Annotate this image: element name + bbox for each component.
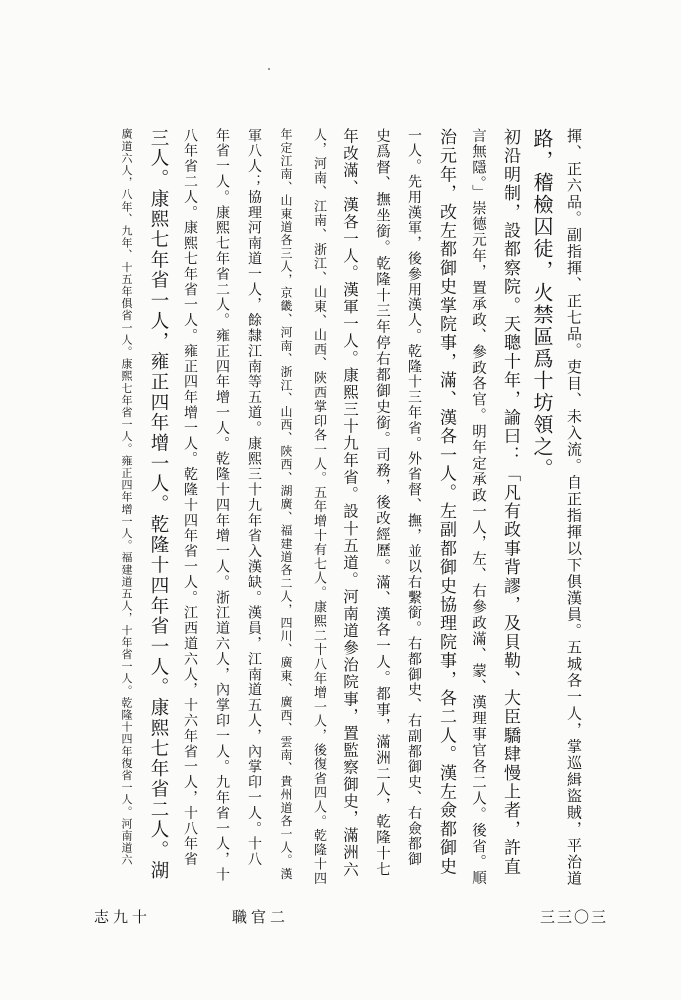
text-column-9: 人，河南、江南、浙江、山東、山西、陝西掌印各一人。五年增十有七人。康熙二十八年增一人，後復省四人。乾隆十四 [311,128,326,886]
text-column-15: 廣道六人，八年、九年、十五年俱省一人。康熙七年省一人。雍正四年增一人。福建道五人，十年省一人。乾隆十四年復省一人。河南道六 [120,128,133,867]
text-column-4: 言無隱。」崇德元年，置承政、參政各官。明年定承政一人，左、右參政滿、蒙、漢理事官各二人。後省。順 [470,128,486,887]
text-column-3: 初沿明制，設都察院。天聰十年，諭曰：「凡有政事背謬，及貝勒、大臣驕肆慢上者，許直 [500,128,520,876]
text-column-10: 年定江南、山東道各三人，京畿、河南、浙江、山西、陝西、湖廣、福建道各二人，四川、廣東、廣西、雲南、貴州道各一人。漢 [279,128,293,881]
text-column-5: 治元年，改左都御史掌院事，滿、漢各一人。左副都御史協理院事，各二人。漢左僉都御史 [436,128,456,876]
page-number: 三三〇三 [540,908,609,926]
text-column-13: 八年省二人。康熙七年省一人。雍正四年增一人。乾隆十四年省一人。江西道六人，十六年省一人，十八年省 [182,128,198,868]
text-column-1: 揮、正六品。副指揮、正七品。吏目、未入流。自正指揮以下俱漢員。五城各一人，掌巡緝盜賊，平治道 [565,128,583,887]
text-column-8: 年改滿、漢各一人。漢軍一人。康熙三十九年省。設十五道。河南道參治院事，置監察御史，滿洲六 [341,128,359,879]
text-column-12: 年省一人。康熙七年省二人。雍正四年增一人。乾隆十四年增一人。浙江道六人，內掌印一人。九年省一人，十 [214,128,230,883]
text-column-7: 史爲督、撫坐銜。乾隆十三年停右都御史銜。司務，後改經歷。滿、漢各一人。都事，滿洲二人，乾隆十七 [374,128,390,878]
print-speck [268,68,270,70]
text-column-14: 三人。康熙七年省一人，雍正四年增一人。乾隆十四年省一人。康熙七年省二人。湖 [148,128,169,881]
footer-volume: 志九十 [94,908,152,926]
text-column-6: 一人。先用漢軍，後參用漢人。乾隆十三年省。外省督、撫，並以右繫銜。右都御史、右副都御史、右僉都御 [406,128,422,868]
text-column-2: 路，稽檢囚徒，火禁區爲十坊領之。 [530,128,554,480]
footer-section: 職官二 [232,908,290,926]
text-column-11: 軍八人；協理河南道一人，餘隸江南等五道。康熙三十九年省入漢缺。漢員，江南道五人，內掌印一人。十八 [246,128,262,868]
